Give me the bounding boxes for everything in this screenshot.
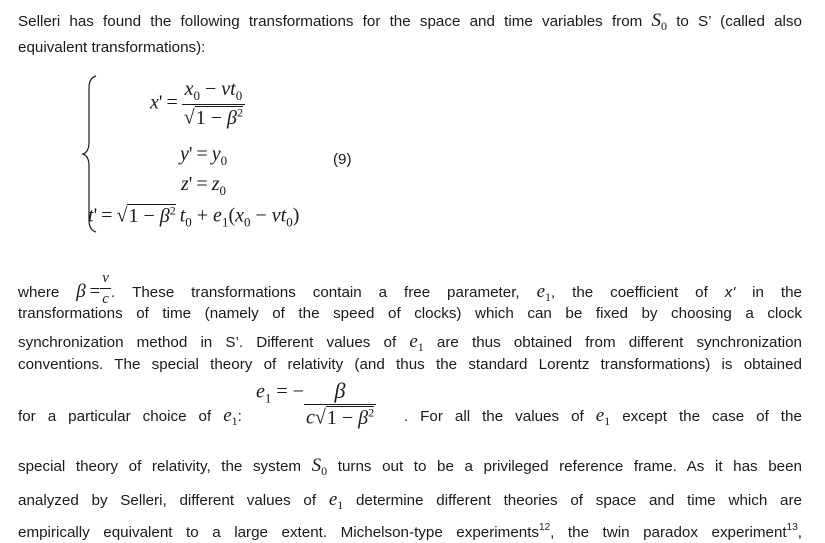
text-run: for a particular choice of — [18, 408, 212, 425]
math-e1: $e_1$ — [223, 405, 238, 428]
text-run: . For all the values of — [403, 408, 584, 425]
math-beta-def: β = $\frac{v}{c}$ — [76, 270, 109, 307]
math-s0: $S_0$ — [311, 455, 328, 478]
text-line-1 — [18, 11, 802, 36]
text-run: in the — [752, 284, 802, 301]
text-run: , — [797, 524, 802, 541]
text-line-3 — [18, 268, 802, 309]
equation-t: $t' = √1 - \beta^2$ $t_0 + e_1(x_0 - vt_0)$ — [88, 203, 300, 230]
math-e1: $e_1$ — [328, 489, 344, 512]
text-run: synchronization method in S’. Different values of — [18, 334, 397, 351]
math-s0: $S_0$ — [651, 10, 668, 33]
text-run: . These transformations contain a free parameter, — [110, 284, 520, 301]
math-e1: $e_1$ — [409, 331, 424, 354]
text-run: analyzed by Selleri, different values of — [18, 492, 317, 509]
text-line-7 — [18, 406, 802, 431]
footnote-ref-13[interactable]: 13 — [786, 522, 798, 533]
text-run: where — [18, 284, 60, 301]
equation-y: $y' = y_0$ — [180, 143, 228, 168]
text-line-5 — [18, 332, 802, 357]
text-line-10 — [18, 518, 802, 543]
text-line-8 — [18, 456, 802, 481]
math-e1: $e_1$ — [536, 281, 551, 304]
text-line-4: transformations of time (namely of the speed of clocks) which can be fixed by choosing a clock — [18, 305, 802, 322]
text-run: , the coefficient of — [551, 284, 708, 301]
text-run: : — [237, 408, 242, 425]
text-run: empirically equivalent to a large extent. Michelson-type experiments — [18, 524, 540, 541]
text-run: to S’ (called also — [676, 13, 802, 30]
footnote-ref-12[interactable]: 12 — [539, 522, 551, 533]
equation-number: (9) — [333, 151, 352, 168]
text-run: Selleri has found the following transformations for the space and time variables from — [18, 13, 643, 30]
text-line-2: equivalent transformations): — [18, 39, 206, 56]
equation-e1-special-relativity: $e_1$ = − $\frac{\beta}{c√1 - \beta^2}$ — [256, 378, 375, 429]
text-line-6: conventions. The special theory of relativity (and thus the standard Lorentz transformations) is obtained — [18, 356, 802, 373]
equation-x: x' = $\frac{x_0 - vt_0}{√1 - \beta^2}$ — [150, 78, 244, 129]
text-run: turns out to be a privileged reference frame. As it has been — [337, 458, 802, 475]
text-line-9 — [18, 490, 802, 515]
text-run: are thus obtained from different synchronization — [436, 334, 802, 351]
equation-z: $z' = z_0$ — [181, 173, 226, 198]
text-run: except the case of the — [622, 408, 802, 425]
text-run: special theory of relativity, the system — [18, 458, 302, 475]
text-run: , the twin paradox experiment — [550, 524, 787, 541]
text-run: determine different theories of space and time which are — [355, 492, 802, 509]
math-e1: $e_1$ — [595, 405, 611, 428]
math-xprime: x' — [724, 284, 736, 301]
